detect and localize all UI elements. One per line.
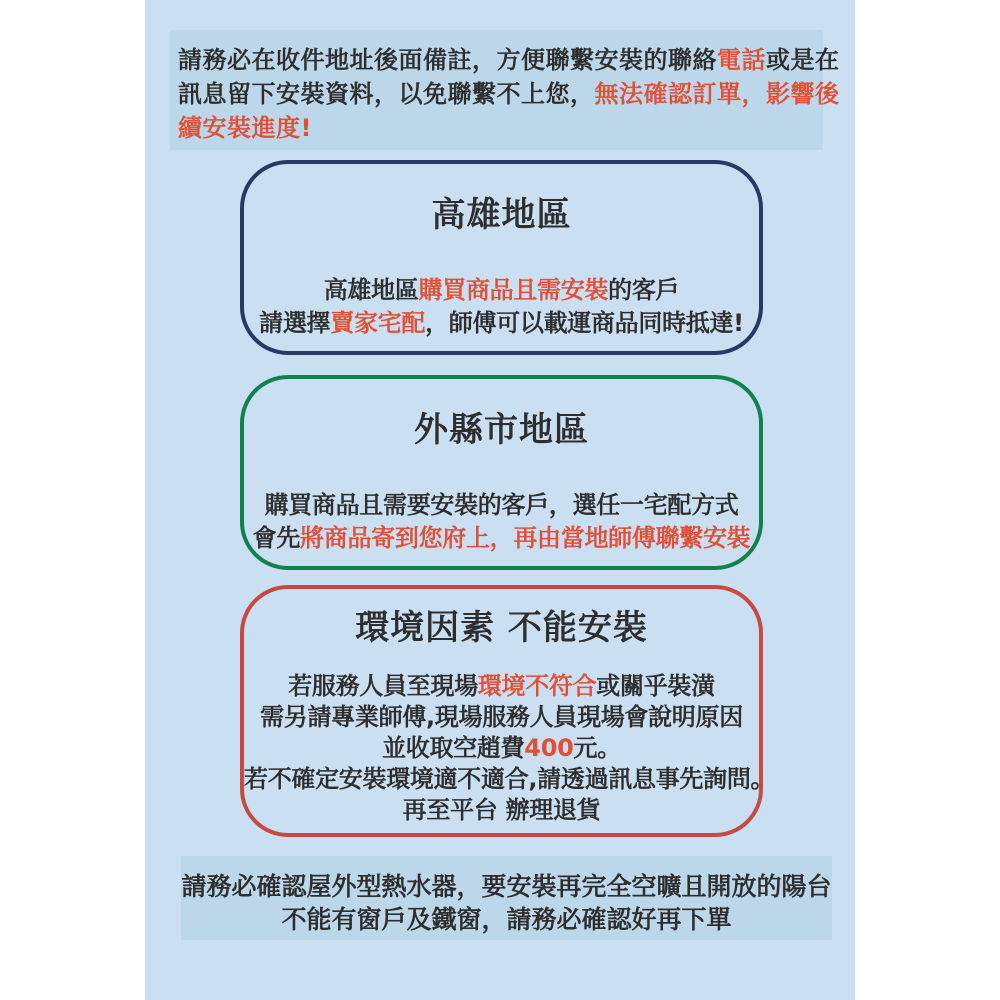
text-line [178, 111, 815, 145]
highlighted-text: 環境不符合 [477, 672, 597, 700]
highlighted-text: 電話 [717, 46, 766, 74]
text-line [244, 671, 759, 702]
highlighted-text: 將商品寄到您府上，再由當地師傅聯繫安裝 [300, 524, 751, 552]
plain-text: 並收取空趙費 [382, 734, 525, 762]
plain-text: 不能有窗戶及鐵窗，請務必確認好再下單 [281, 905, 732, 934]
plain-text: 請選擇 [259, 309, 331, 337]
plain-text: 再至平台 辦理退貨 [402, 796, 601, 824]
text-line [244, 489, 759, 522]
highlighted-text: 購買商品且需安裝 [418, 276, 609, 304]
plain-text: 需另請專業師傅,現場服務人員現場會說明原因 [260, 703, 743, 731]
highlighted-text: 續安裝進度! [178, 114, 312, 142]
plain-text: 訊息留下安裝資料，以免聯繫不上您， [178, 80, 595, 108]
region-box-other-counties [240, 375, 763, 570]
plain-text: 或是在 [766, 46, 840, 74]
environment-restriction-box [240, 585, 775, 837]
region-box-kaohsiung-body [244, 274, 759, 340]
flyer-canvas [145, 0, 855, 1000]
text-line [244, 764, 775, 795]
plain-text: 高雄地區 [323, 276, 419, 304]
plain-text: 請務必在收件地址後面備註，方便聯繫安裝的聯絡 [178, 46, 717, 74]
highlighted-text: 400 [524, 734, 574, 762]
plain-text: 購買商品且需要安裝的客戶，選任一宅配方式 [264, 491, 739, 519]
top-notice [170, 30, 840, 150]
plain-text: 元。 [573, 734, 621, 762]
text-line [244, 702, 759, 733]
text-line [244, 795, 759, 826]
plain-text: 會先 [252, 524, 301, 552]
text-line [244, 307, 759, 340]
region-box-kaohsiung-title: 高雄地區 [431, 195, 572, 235]
plain-text: 的客戶 [608, 276, 680, 304]
plain-text: ，師傅可以載運商品同時抵達! [425, 309, 744, 337]
region-box-other-counties-body [244, 489, 759, 555]
text-line [181, 903, 832, 936]
region-box-kaohsiung [240, 160, 763, 355]
text-line [181, 870, 832, 903]
text-line [178, 43, 840, 77]
environment-restriction-box-body [244, 671, 775, 826]
region-box-other-counties-title: 外縣市地區 [414, 410, 589, 450]
text-line [178, 77, 840, 111]
highlighted-text: 賣家宅配 [330, 309, 426, 337]
bottom-notice [181, 856, 832, 940]
plain-text: 若不確定安裝環境適不適合,請透過訊息事先詢問。 [244, 765, 775, 793]
highlighted-text: 無法確認訂單，影響後 [594, 80, 840, 108]
text-line [244, 274, 759, 307]
text-line [244, 522, 759, 555]
environment-restriction-box-title: 環境因素 不能安裝 [355, 608, 648, 648]
plain-text: 若服務人員至現場 [288, 672, 478, 700]
plain-text: 請務必確認屋外型熱水器，要安裝再完全空曠且開放的陽台 [181, 872, 832, 901]
text-line [244, 733, 759, 764]
plain-text: 或關乎裝潢 [596, 672, 715, 700]
